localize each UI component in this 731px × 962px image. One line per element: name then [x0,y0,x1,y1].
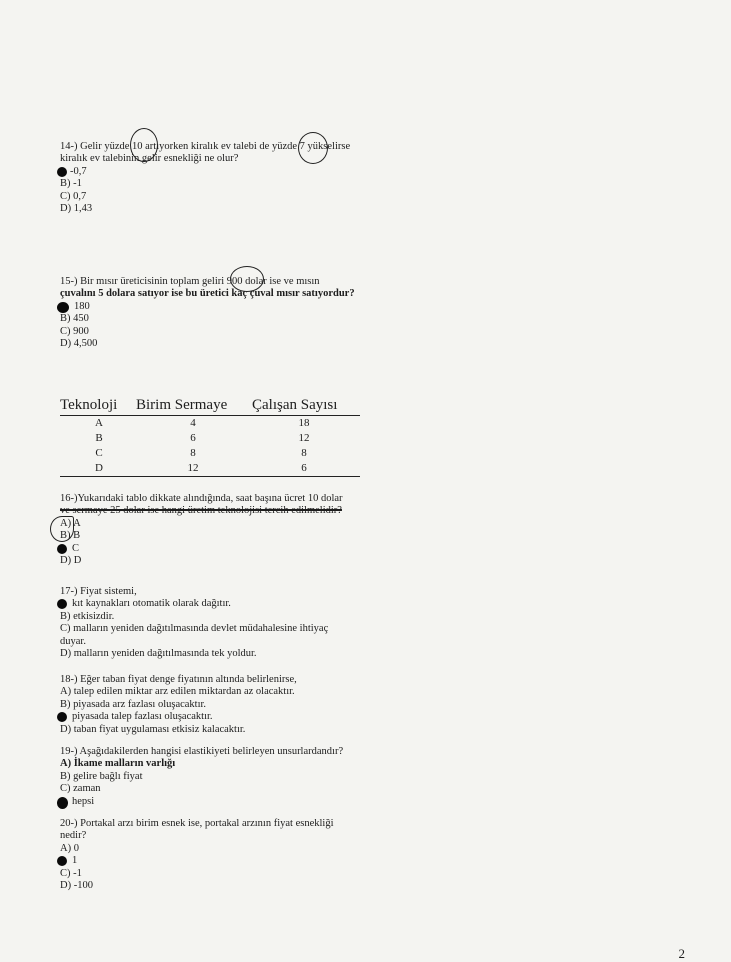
question-15-text-line2: çuvalını 5 dolara satıyor ise bu üretici kaç çuval mısır satıyordur? [60,288,355,300]
question-17-option-d: D) malların yeniden dağıtılmasında tek yoldur. [60,648,257,660]
question-16-option-c: C [60,543,343,555]
answer-mark [57,167,67,177]
question-20-option-c: C) -1 [60,867,82,879]
table-cell: 4 [190,417,196,429]
table-row [60,416,360,431]
answer-mark [57,302,69,313]
question-20-option-d: D) -100 [60,880,93,892]
handwritten-circle [230,266,264,292]
table-cell: 18 [298,417,310,429]
question-17-option-c: C) malların yeniden dağıtılmasında devlet müdahalesine ihtiyaç [60,623,329,635]
question-18-option-d: D) taban fiyat uygulaması etkisiz kalacaktır. [60,723,246,735]
question-15 [60,276,355,350]
table-cell: 12 [187,462,199,474]
question-16-option-d: D) D [60,555,82,567]
question-18-text-line1: 18-) Eğer taban fiyat denge fiyatının altında belirlenirse, [60,674,297,685]
table-cell: 8 [190,447,196,459]
question-16-text-line2: ve sermaye 25 dolar ise hangi üretim teknolojisi tercih edilmelidir? [60,505,342,517]
technology-table [60,397,360,477]
question-17-option-a: kıt kaynakları otomatik olarak dağıtır. [60,598,328,610]
table-header [60,397,360,416]
question-14-option-c: C) 0,7 [60,190,87,202]
page-number: 2 [678,946,685,961]
question-16 [60,493,343,567]
table-row [60,431,360,446]
question-15-text-line1: 15-) Bir mısır üreticisinin toplam geliri 900 dolar ise ve mısın [60,276,320,287]
table-cell: C [95,447,103,459]
question-17-option-b: B) etkisizdir. [60,610,115,622]
question-18-option-a: A) talep edilen miktar arz edilen miktardan az olacaktır. [60,686,295,698]
question-17 [60,586,328,660]
question-15-option-d: D) 4,500 [60,338,98,350]
question-19-text-line1: 19-) Aşağıdakilerden hangisi elastikiyeti belirleyen unsurlardandır? [60,746,344,757]
question-20-text-line1: 20-) Portakal arzı birim esnek ise, portakal arzının fiyat esnekliği [60,818,334,829]
question-20-text-line2: nedir? [60,830,87,842]
question-19-option-c: C) zaman [60,783,101,795]
question-16-option-b: B) B [60,530,81,542]
table-cell: A [95,417,103,429]
question-18-option-b: B) piyasada arz fazlası oluşacaktır. [60,698,207,710]
question-19-option-d: hepsi [60,796,343,808]
answer-mark [57,599,67,609]
table-row [60,446,360,461]
table-cell: B [95,432,103,444]
question-14-option-a: -0,7 [60,166,350,178]
question-17-text-line1: 17-) Fiyat sistemi, [60,586,137,597]
table-cell: 12 [298,432,310,444]
question-14-option-d: D) 1,43 [60,203,93,215]
table-cell: D [95,462,103,474]
table-row [60,461,360,476]
table-cell: 6 [301,462,307,474]
question-15-option-c: C) 900 [60,325,89,337]
handwritten-circle [130,128,158,162]
question-19-option-a: A) İkame malların varlığı [60,758,176,770]
answer-mark [57,712,67,722]
table-header-cell: Teknoloji [60,397,118,413]
question-18 [60,674,297,736]
handwritten-circle [298,132,328,164]
question-16-option-a: A) A [60,517,81,529]
table-cell: 6 [190,432,196,444]
table-header-cell: Birim Sermaye [136,397,228,413]
answer-mark [57,797,68,809]
question-19 [60,746,343,808]
table-header-cell: Çalışan Sayısı [252,397,338,413]
table-cell: 8 [301,447,307,459]
question-18-option-c: piyasada talep fazlası oluşacaktır. [60,711,297,723]
answer-mark [57,856,67,866]
question-16-text-line1: 16-)Yukarıdaki tablo dikkate alındığında, saat başına ücret 10 dolar [60,493,343,504]
answer-mark [57,544,67,554]
question-15-option-b: B) 450 [60,313,89,325]
question-17-option-c-cont: duyar. [60,635,86,647]
question-15-option-a: 180 [60,301,355,313]
question-14-text-line2: kiralık ev talebinin gelir esnekliği ne olur? [60,153,239,165]
question-20-option-b: 1 [60,855,334,867]
question-20 [60,818,334,892]
question-14-text-line1: 14-) Gelir yüzde 10 artıyorken kiralık ev talebi de yüzde 7 yükselirse [60,141,351,152]
table-bottom-rule [60,476,360,477]
question-19-option-b: B) gelire bağlı fiyat [60,770,143,782]
question-14-option-b: B) -1 [60,178,82,190]
question-20-option-a: A) 0 [60,842,79,854]
handwritten-circle [50,516,74,542]
